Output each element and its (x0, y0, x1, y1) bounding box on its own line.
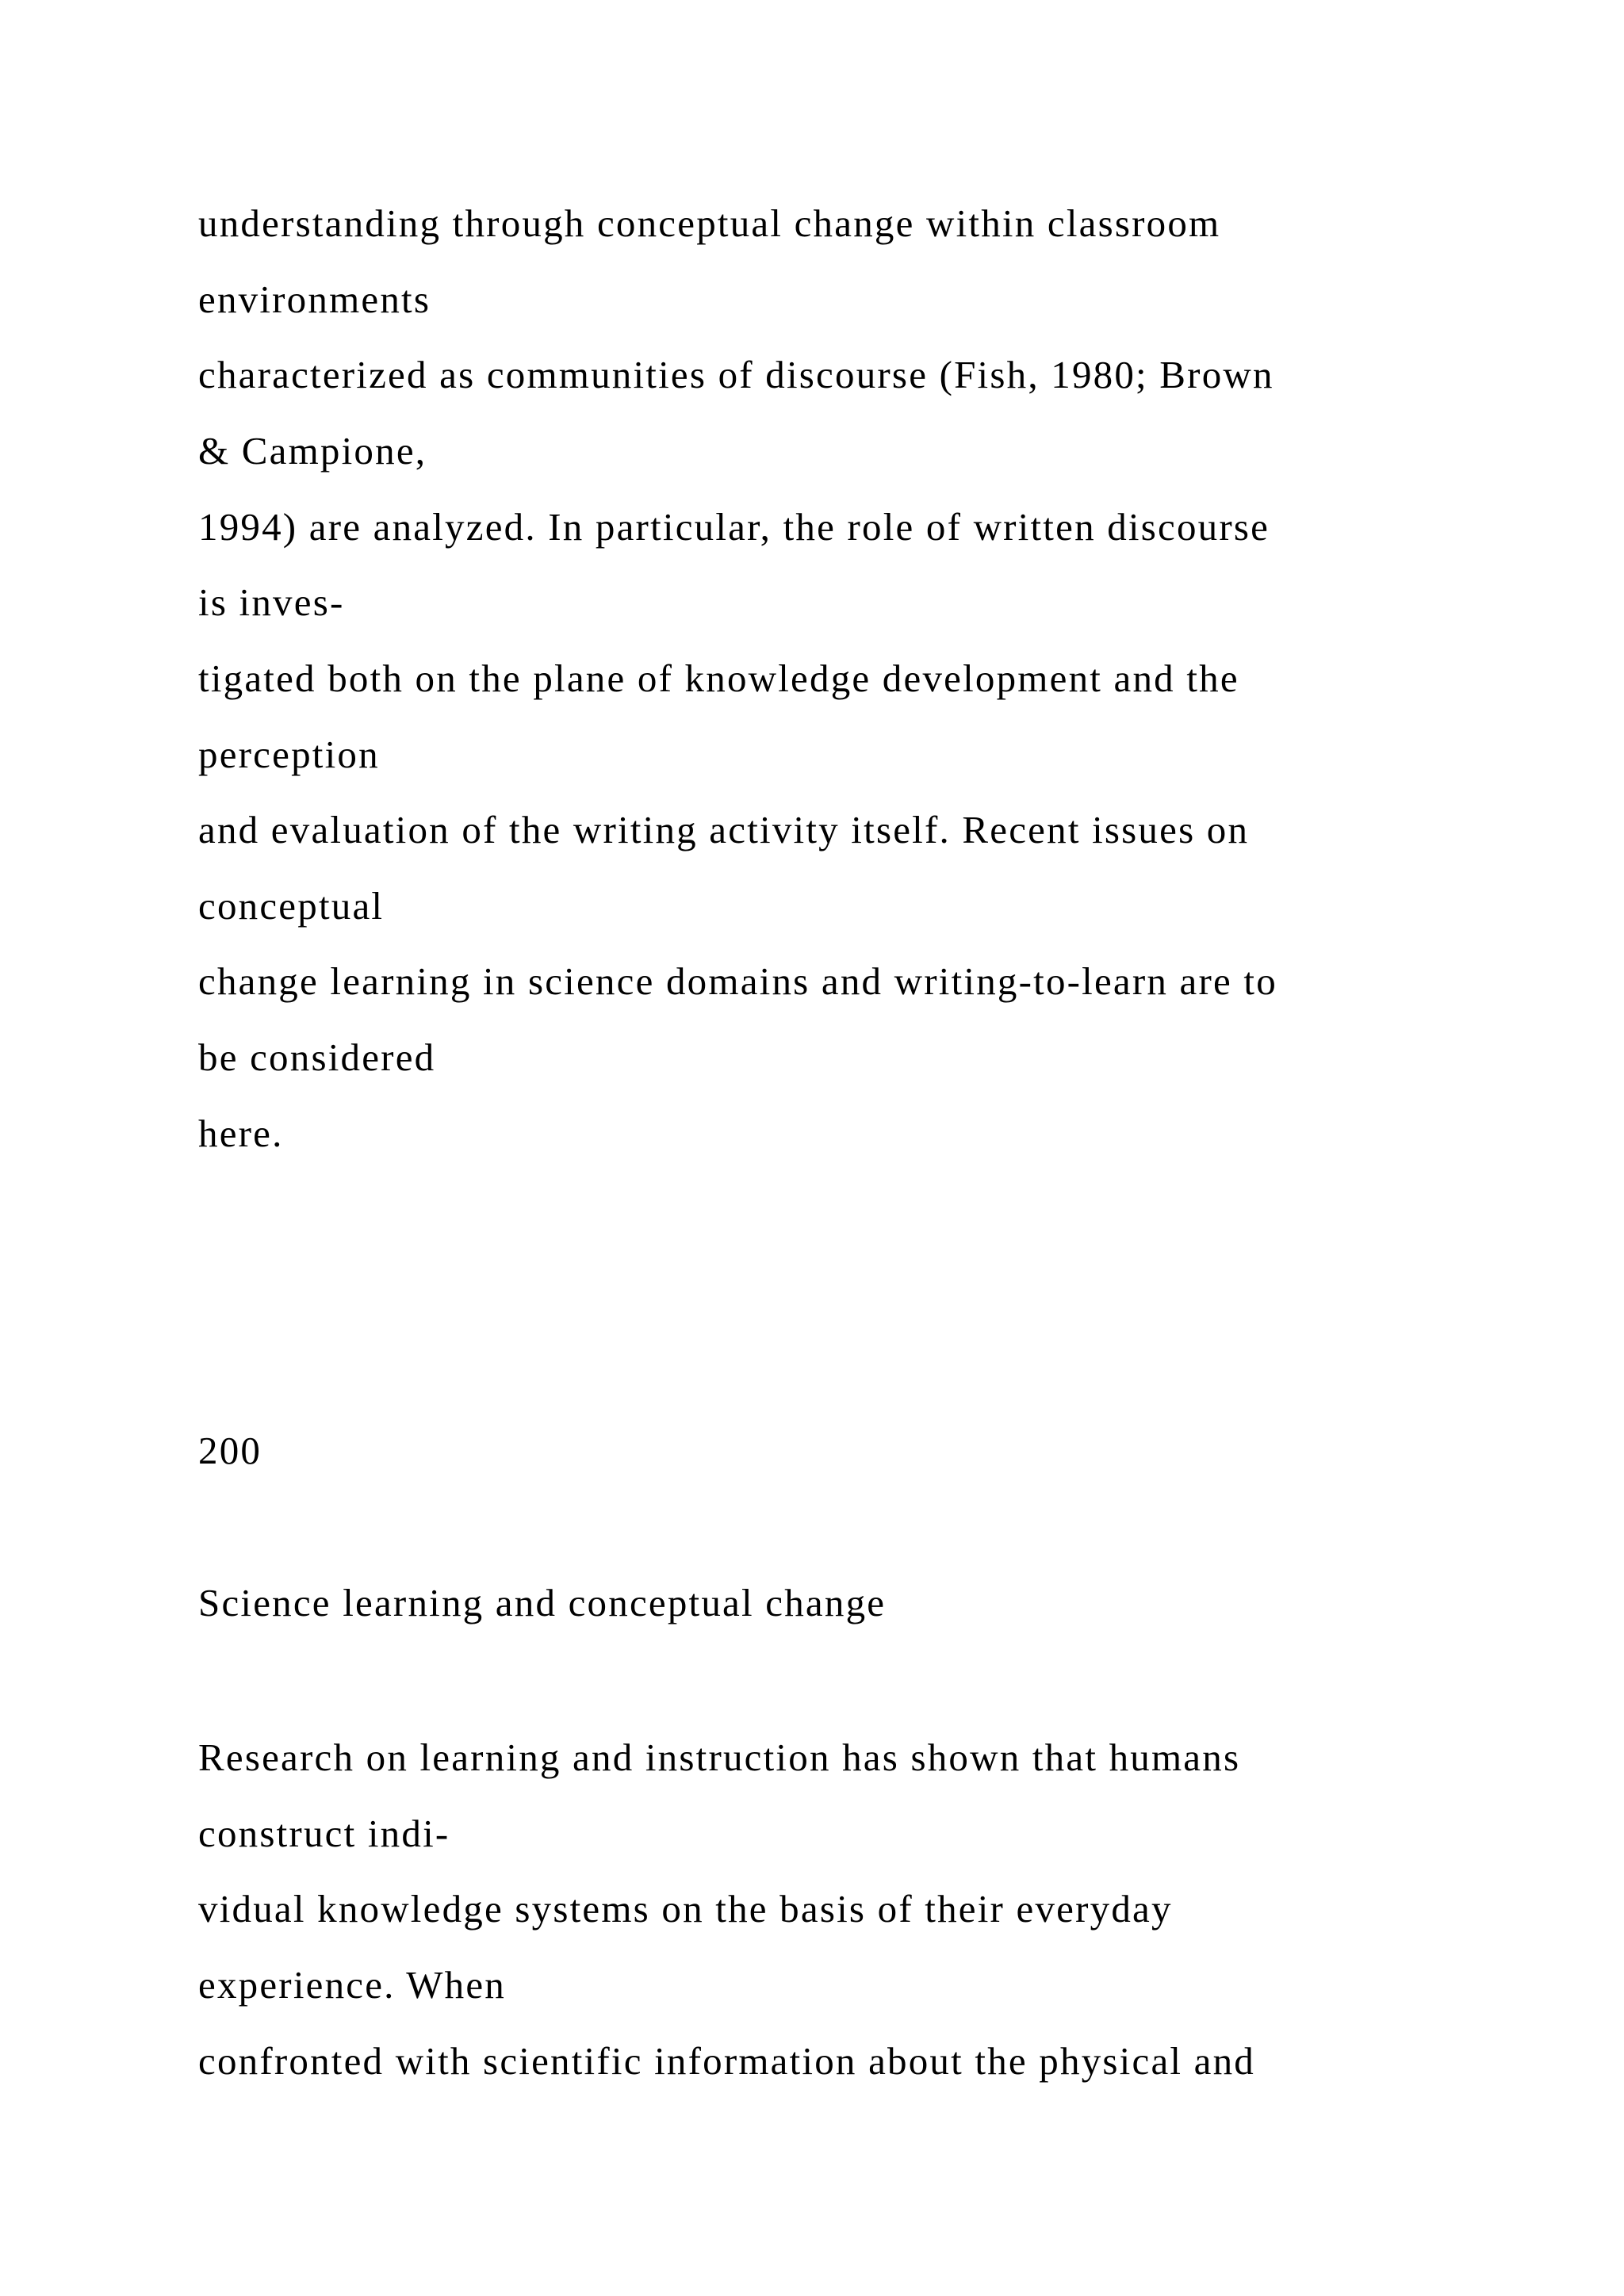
paragraph-1-line-1: understanding through conceptual change within classroom (198, 201, 1221, 245)
paragraph-1-line-10: conceptual (198, 884, 385, 928)
paragraph-1-line-2: environments (198, 277, 431, 321)
paragraph-1-line-7: tigated both on the plane of knowledge development and the (198, 656, 1239, 700)
paragraph-2-line-5: confronted with scientific information about the physical and (198, 2039, 1256, 2083)
paragraph-2-line-4: experience. When (198, 1963, 506, 2007)
paragraph-2-line-3: vidual knowledge systems on the basis of their everyday (198, 1887, 1173, 1931)
section-heading: Science learning and conceptual change (198, 1581, 887, 1624)
paragraph-1-line-3: characterized as communities of discourse (Fish, 1980; Brown (198, 353, 1274, 396)
paragraph-1-line-4: & Campione, (198, 429, 427, 473)
paragraph-1-line-8: perception (198, 733, 380, 776)
paragraph-1-line-13: here. (198, 1112, 284, 1155)
paragraph-1-line-9: and evaluation of the writing activity itself. Recent issues on (198, 808, 1250, 851)
paragraph-1-line-6: is inves- (198, 580, 345, 624)
page-number: 200 (198, 1429, 262, 1472)
paragraph-2-line-2: construct indi- (198, 1812, 450, 1855)
paragraph-1-line-11: change learning in science domains and writing-to-learn are to (198, 959, 1277, 1003)
paragraph-1-line-12: be considered (198, 1035, 436, 1079)
paragraph-2-line-1: Research on learning and instruction has shown that humans (198, 1735, 1241, 1779)
paragraph-1-line-5: 1994) are analyzed. In particular, the role of written discourse (198, 505, 1270, 549)
